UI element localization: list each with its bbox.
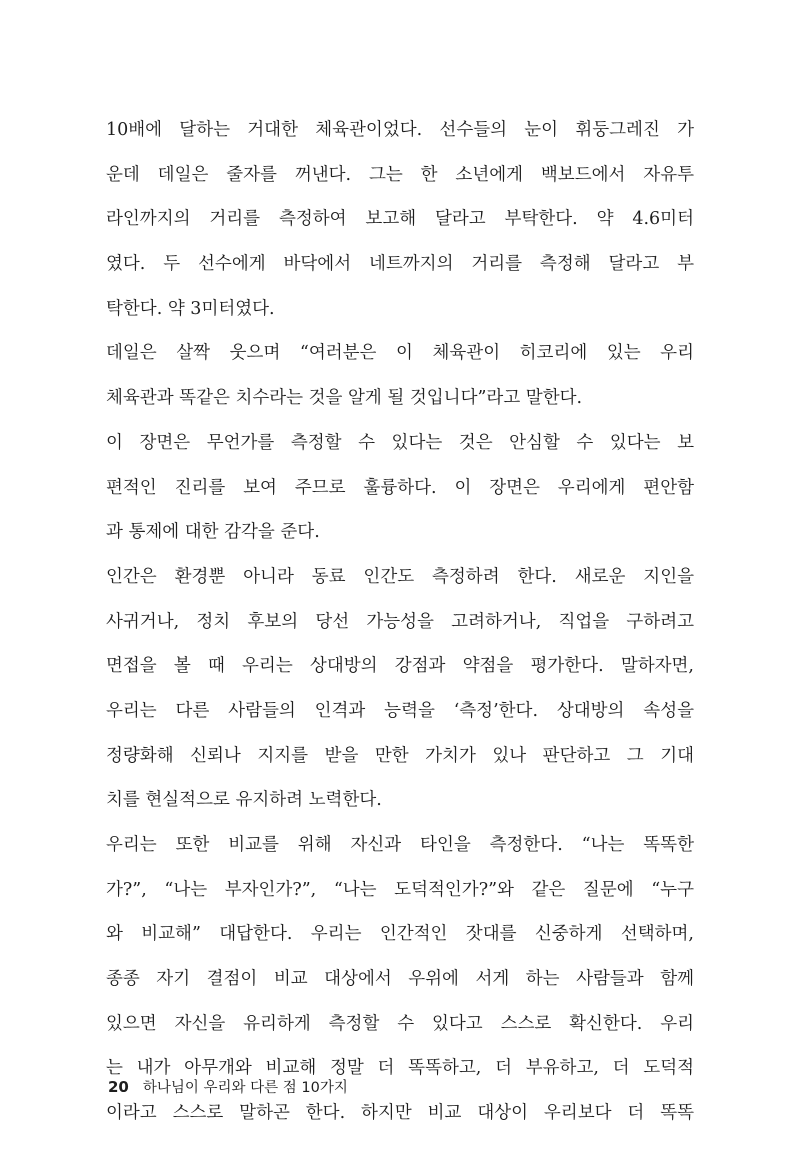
body-line: 편적인 진리를 보여 주므로 훌륭하다. 이 장면은 우리에게 편안함 xyxy=(106,477,694,498)
body-text xyxy=(106,108,694,1136)
body-line: 가?”, “나는 부자인가?”, “나는 도덕적인가?”와 같은 질문에 “누구 xyxy=(106,879,694,900)
body-line: 있으면 자신을 유리하게 측정할 수 있다고 스스로 확신한다. 우리 xyxy=(106,1013,694,1034)
body-line: 데일은 살짝 웃으며 “여러분은 이 체육관이 히코리에 있는 우리 xyxy=(106,343,694,364)
body-line: 과 통제에 대한 감각을 준다. xyxy=(106,522,320,543)
running-title: 하나님이 우리와 다른 점 10가지 xyxy=(142,1080,348,1096)
body-line: 탁한다. 약 3미터였다. xyxy=(106,298,275,319)
body-line: 는 내가 아무개와 비교해 정말 더 똑똑하고, 더 부유하고, 더 도덕적 xyxy=(106,1058,694,1079)
body-line: 체육관과 똑같은 치수라는 것을 알게 될 것입니다”라고 말한다. xyxy=(106,388,583,409)
body-line: 이 장면은 무언가를 측정할 수 있다는 것은 안심할 수 있다는 보 xyxy=(106,432,694,453)
body-line: 10배에 달하는 거대한 체육관이었다. 선수들의 눈이 휘둥그레진 가 xyxy=(106,120,694,140)
body-line: 인간은 환경뿐 아니라 동료 인간도 측정하려 한다. 새로운 지인을 xyxy=(106,566,694,587)
page-number: 20 xyxy=(108,1078,129,1096)
body-line: 운데 데일은 줄자를 꺼낸다. 그는 한 소년에게 백보드에서 자유투 xyxy=(106,164,694,185)
body-line: 사귀거나, 정치 후보의 당선 가능성을 고려하거나, 직업을 구하려고 xyxy=(106,611,694,632)
page-footer xyxy=(108,1076,348,1097)
body-line: 우리는 또한 비교를 위해 자신과 타인을 측정한다. “나는 똑똑한 xyxy=(106,835,694,855)
body-line: 라인까지의 거리를 측정하여 보고해 달라고 부탁한다. 약 4.6미터 xyxy=(106,209,694,230)
body-line: 이라고 스스로 말하곤 한다. 하지만 비교 대상이 우리보다 더 똑똑 xyxy=(106,1103,694,1124)
body-line: 와 비교해” 대답한다. 우리는 인간적인 잣대를 신중하게 선택하며, xyxy=(106,924,694,945)
body-line: 정량화해 신뢰나 지지를 받을 만한 가치가 있나 판단하고 그 기대 xyxy=(106,745,694,766)
body-line: 종종 자기 결점이 비교 대상에서 우위에 서게 하는 사람들과 함께 xyxy=(106,969,694,990)
body-line: 치를 현실적으로 유지하려 노력한다. xyxy=(106,790,382,811)
body-line: 면접을 볼 때 우리는 상대방의 강점과 약점을 평가한다. 말하자면, xyxy=(106,656,694,677)
body-line: 였다. 두 선수에게 바닥에서 네트까지의 거리를 측정해 달라고 부 xyxy=(106,254,694,275)
body-line: 우리는 다른 사람들의 인격과 능력을 ‘측정’한다. 상대방의 속성을 xyxy=(106,700,694,721)
